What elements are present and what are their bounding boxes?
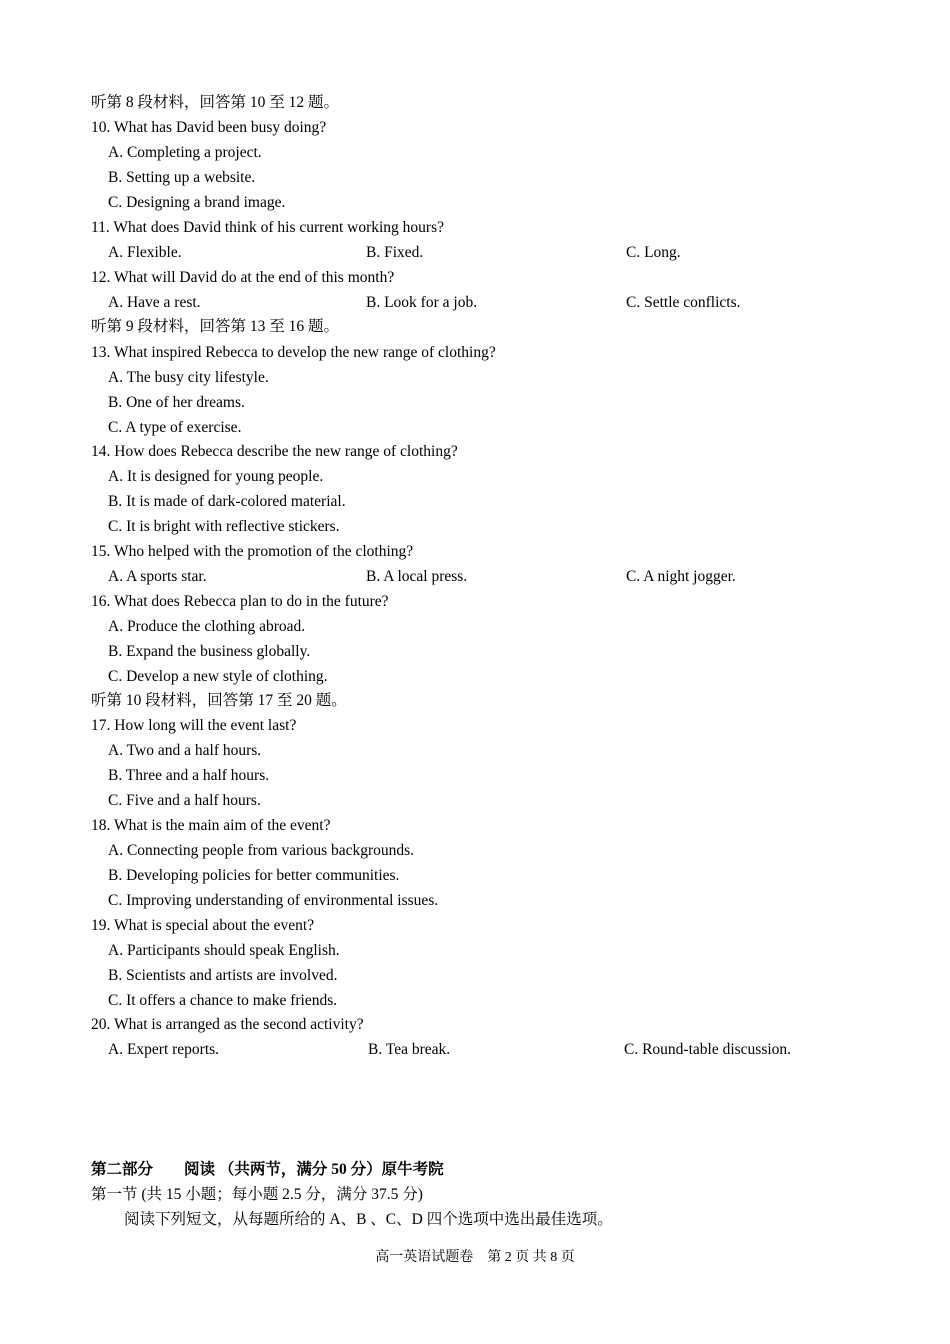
section-header: 听第 8 段材料，回答第 10 至 12 题。 <box>91 94 340 111</box>
section-header: 听第 9 段材料，回答第 13 至 16 题。 <box>91 318 340 335</box>
option-17b: B. Three and a half hours. <box>108 767 270 784</box>
option-13c: C. A type of exercise. <box>108 419 242 436</box>
option-18c: C. Improving understanding of environmental issues. <box>108 892 439 909</box>
option-15b: B. A local press. <box>366 568 468 585</box>
option-14b: B. It is made of dark-colored material. <box>108 493 346 510</box>
option-13a: A. The busy city lifestyle. <box>108 369 269 386</box>
option-12b: B. Look for a job. <box>366 294 478 311</box>
question-19: 19. What is special about the event? <box>91 917 315 934</box>
section-header: 听第 10 段材料，回答第 17 至 20 题。 <box>91 692 347 709</box>
option-20c: C. Round-table discussion. <box>624 1041 792 1058</box>
question-16: 16. What does Rebecca plan to do in the future? <box>91 593 389 610</box>
option-12c: C. Settle conflicts. <box>626 294 741 311</box>
section-title: 第一节 (共 15 小题；每小题 2.5 分，满分 37.5 分) <box>91 1186 423 1203</box>
instruction: 阅读下列短文，从每题所给的 A、B 、C、D 四个选项中选出最佳选项。 <box>124 1211 613 1228</box>
question-13: 13. What inspired Rebecca to develop the new range of clothing? <box>91 344 496 361</box>
question-10: 10. What has David been busy doing? <box>91 119 327 136</box>
option-19b: B. Scientists and artists are involved. <box>108 967 338 984</box>
question-20: 20. What is arranged as the second activity? <box>91 1016 364 1033</box>
option-11b: B. Fixed. <box>366 244 424 261</box>
option-17a: A. Two and a half hours. <box>108 742 262 759</box>
option-20b: B. Tea break. <box>368 1041 451 1058</box>
option-15c: C. A night jogger. <box>626 568 736 585</box>
option-20a: A. Expert reports. <box>108 1041 220 1058</box>
option-10c: C. Designing a brand image. <box>108 194 286 211</box>
option-16c: C. Develop a new style of clothing. <box>108 668 328 685</box>
option-16b: B. Expand the business globally. <box>108 643 311 660</box>
option-16a: A. Produce the clothing abroad. <box>108 618 306 635</box>
question-18: 18. What is the main aim of the event? <box>91 817 331 834</box>
option-10a: A. Completing a project. <box>108 144 262 161</box>
option-13b: B. One of her dreams. <box>108 394 245 411</box>
option-17c: C. Five and a half hours. <box>108 792 261 809</box>
option-11c: C. Long. <box>626 244 681 261</box>
question-11: 11. What does David think of his current working hours? <box>91 219 444 236</box>
option-10b: B. Setting up a website. <box>108 169 256 186</box>
option-19a: A. Participants should speak English. <box>108 942 340 959</box>
option-14a: A. It is designed for young people. <box>108 468 324 485</box>
option-15a: A. A sports star. <box>108 568 207 585</box>
option-19c: C. It offers a chance to make friends. <box>108 992 338 1009</box>
option-18b: B. Developing policies for better communities. <box>108 867 400 884</box>
question-12: 12. What will David do at the end of this month? <box>91 269 395 286</box>
option-12a: A. Have a rest. <box>108 294 201 311</box>
option-18a: A. Connecting people from various backgrounds. <box>108 842 415 859</box>
part-title: 第二部分 阅读 （共两节，满分 50 分）原牛考院 <box>91 1161 444 1178</box>
option-11a: A. Flexible. <box>108 244 182 261</box>
question-17: 17. How long will the event last? <box>91 717 297 734</box>
question-14: 14. How does Rebecca describe the new range of clothing? <box>91 443 458 460</box>
option-14c: C. It is bright with reflective stickers. <box>108 518 340 535</box>
page-footer: 高一英语试题卷 第 2 页 共 8 页 <box>375 1250 575 1265</box>
question-15: 15. Who helped with the promotion of the clothing? <box>91 543 414 560</box>
